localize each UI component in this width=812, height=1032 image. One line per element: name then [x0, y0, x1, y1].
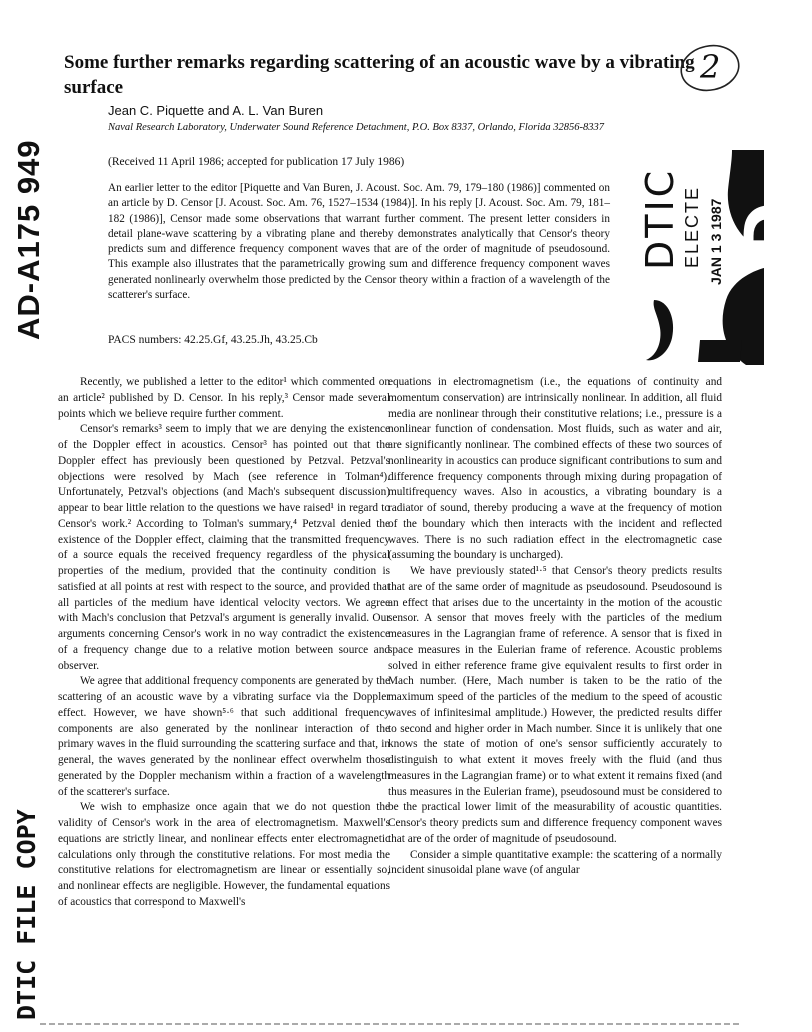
paragraph: Consider a simple quantitative example: the scattering of a normally incident sinusoidal plane wave (of angular [388, 848, 722, 877]
ad-number-text: AD-A175 949 [11, 139, 46, 340]
stamp-date: JAN 1 3 1987 [708, 198, 724, 285]
paper-title: Some further remarks regarding scattering of an acoustic wave by a vibrating surface [64, 52, 695, 98]
paragraph: Censor's remarks³ seem to imply that we are denying the existence of the Doppler effect in acoustics. Censor³ has pointed out that the Doppler effect has previously been questioned by Petzval. Petzval's objections were resolved by Mach (see reference in Tolman⁴). Unfortunately, Petzval's objections (and Mach's subsequent discussion) appear to bear little relation to the questions we have raised¹ in regard to Censor's work.² According to Tolman's summary,⁴ Petzval denied the existence of the Doppler effect, claiming that the transmitted frequency of a source equals the received frequency regardless of the physical properties of the medium, provided that the continuity condition is satisfied at all points at rest with respect to the source, and provided that all particles of the medium have identical velocity vectors. We agree with Mach's conclusion that Petzval's argument is generally invalid. Our arguments concerning Censor's work in no way contradict the existence of a frequency change due to a relative motion between source and observer. [58, 423, 390, 672]
file-copy-text: DTIC FILE COPY [12, 809, 41, 1020]
circle-mark-number: 2 [700, 48, 721, 86]
paragraph: equations in electromagnetism (i.e., the equations of continuity and momentum conservation) are intrinsically nonlinear. In addition, all fluid media are nonlinear through their constitutive relations; i.e., pressure is a nonlinear function of condensation. Most fluids, such as water and air, are significantly nonlinear. The combined effects of these two sources of nonlinearity in acoustics can produce significant contributions to sum and difference frequency components through mixing during propagation of multifrequency waves. Also in acoustics, a vibrating boundary is a radiator of sound, thereby producing a wave at the frequency of motion of the boundary which then interacts with the incident and reflected waves. There is no such radiation effect in the electromagnetic case (assuming the boundary is uncharged). [388, 376, 722, 562]
body-column-left [58, 375, 390, 1015]
body-column-right [388, 375, 722, 1015]
scan-edge-graphic [0, 1021, 770, 1027]
paragraph: Recently, we published a letter to the editor¹ which commented on an article² published by D. Censor. In his reply,³ Censor made several points which we believe require further comment. [58, 376, 390, 420]
dtic-letters: DTIC [638, 167, 682, 270]
author-affiliation: Naval Research Laboratory, Underwater Sound Reference Detachment, P.O. Box 8337, Orlando, Florida 32856-8337 [108, 122, 604, 133]
paragraph: We wish to emphasize once again that we do not question the validity of Censor's work in the area of electromagnetism. Maxwell's equations are strictly linear, and nonlinear effects enter electromagnetic calculations only through the constitutive relations. For most media the constitutive relations for electromagnetism are linear or essentially so, and nonlinear effects are negligible. However, the fundamental equations of acoustics that correspond to Maxwell's [58, 801, 390, 908]
electe-letters: ELECTE [682, 185, 702, 268]
stamp-letter-d: D [730, 201, 812, 260]
handwritten-circle-mark [676, 40, 742, 96]
file-copy-stamp [4, 810, 52, 1025]
pacs-numbers: PACS numbers: 42.25.Gf, 43.25.Jh, 43.25.Cb [108, 334, 318, 346]
paragraph: We have previously stated¹·⁵ that Censor's theory predicts results that are of the same order of magnitude as pseudosound. Pseudosound is an effect that arises due to the uncertainty in the motion of the acoustic sensor. A sensor that moves freely with the particles of the medium measures in the Lagrangian frame of reference. A sensor that is fixed in space measures in the Eulerian frame of reference. Acoustic problems solved in either reference frame give equivalent results to first order in Mach number. (Here, Mach number is taken to be the ratio of the maximum speed of the particles of the medium to the speed of acoustic waves of infinitesimal amplitude.) However, the predicted results differ to second and higher order in Mach number. Since it is unlikely that one knows the state of motion of one's sensor sufficiently accurately to distinguish to what extent it moves freely with the fluid (and thus measures in the Lagrangian frame) or to what extent it remains fixed (and thus measures in the Eulerian frame), pseudosound must be considered to be the practical lower limit of the measurability of acoustic quantities. Censor's theory predicts sum and difference frequency component waves that are of the order of magnitude of pseudosound. [388, 565, 722, 845]
author-list: Jean C. Piquette and A. L. Van Buren [108, 103, 324, 118]
received-date: (Received 11 April 1986; accepted for publication 17 July 1986) [108, 156, 405, 168]
scan-edge-line [0, 1014, 770, 1020]
dtic-electe-stamp [614, 150, 812, 365]
ad-number-stamp [5, 78, 60, 348]
paragraph: We agree that additional frequency components are generated by the scattering of an acoustic wave by a vibrating surface via the Doppler effect. However, we have shown⁵·⁶ that such additional frequency components are also generated by the nonlinear interaction of the primary waves in the fluid surrounding the scattering surface and that, in general, the waves generated by the nonlinear effect overwhelm those generated by the Doppler mechanism within a fraction of a wavelength of the scatterer's surface. [58, 675, 390, 798]
abstract: An earlier letter to the editor [Piquette and Van Buren, J. Acoust. Soc. Am. 79, 179–180 (1986)] commented on an article by D. Censor [J. Acoust. Soc. Am. 76, 1527–1534 (1984)]. In his reply [J. Acoust. Soc. Am. 79, 181–182 (1986)], Censor made some observations that warrant further comment. The present letter considers in detail plane-wave scattering by a vibrating plane and thereby demonstrates analytically that Censor's theory predicts sum and difference frequency component waves that are of the order of magnitude of pseudosound. This example also illustrates that the parametrically growing sum and difference frequency component waves generated nonlinearly overwhelm those predicted by the Censor theory within a fraction of a wavelength of the scatterer's surface. [108, 182, 610, 302]
